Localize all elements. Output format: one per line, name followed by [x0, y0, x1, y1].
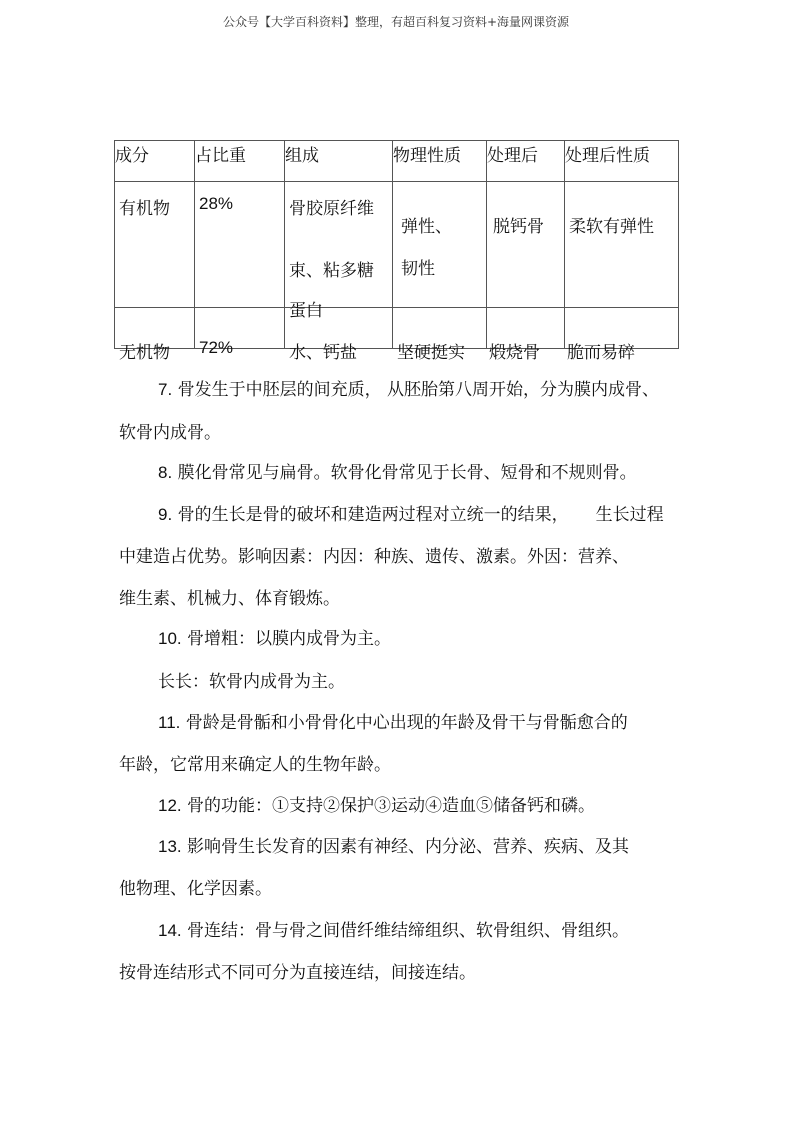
composition-line: 束、粘多糖	[289, 261, 374, 281]
table-row	[115, 308, 679, 349]
paragraph-text: 影响骨生长发育的因素有神经、内分泌、营养、疾病、及其	[187, 837, 630, 857]
physical-line: 弹性、	[401, 217, 452, 237]
paragraph-line	[158, 920, 629, 942]
paragraph-line: 维生素、机械力、体育锻炼。	[119, 589, 340, 609]
paragraph-text: 骨连结：骨与骨之间借纤维结缔组织、软骨组织、骨组织。	[187, 921, 630, 941]
table-header-cell: 处理后性质	[565, 141, 679, 182]
paragraph-line: 按骨连结形式不同可分为直接连结，间接连结。	[119, 963, 476, 983]
composition-line: 蛋白	[289, 301, 323, 321]
paragraph-text: 骨龄是骨骺和小骨骨化中心出现的年龄及骨干与骨骺愈合的	[185, 713, 628, 733]
item-number: 13.	[158, 837, 182, 856]
component-name: 无机物	[119, 343, 170, 363]
table-header-cell: 成分	[115, 141, 195, 182]
item-number: 11.	[158, 713, 181, 732]
physical-property: 坚硬挺实	[397, 343, 465, 363]
table-cell	[487, 308, 565, 363]
item-number: 10.	[158, 629, 182, 648]
paragraph-text: 骨的生长是骨的破坏和建造两过程对立统一的结果， 生长过程	[177, 505, 664, 525]
paragraph-line	[158, 795, 595, 817]
page-header: 公众号【大学百科资料】整理，有超百科复习资料+海量网课资源	[222, 15, 570, 29]
after-treatment: 柔软有弹性	[569, 217, 654, 237]
composition: 水、钙盐	[289, 343, 357, 363]
treatment: 煅烧骨	[489, 343, 540, 363]
paragraph-line: 长长：软骨内成骨为主。	[158, 672, 345, 692]
paragraph-text: 骨的功能：①支持②保护③运动④造血⑤储备钙和磷。	[187, 796, 596, 816]
table-cell	[565, 182, 679, 308]
paragraph-line	[158, 379, 659, 401]
paragraph-line: 软骨内成骨。	[119, 423, 221, 443]
paragraph-line: 他物理、化学因素。	[119, 879, 272, 899]
table-cell	[565, 308, 679, 363]
table-header-row	[115, 141, 679, 182]
table-row	[115, 182, 679, 308]
table-cell	[285, 308, 393, 363]
item-number: 9.	[158, 505, 173, 524]
paragraph-text: 膜化骨常见与扁骨。软骨化骨常见于长骨、短骨和不规则骨。	[177, 463, 637, 483]
paragraph-line	[158, 504, 664, 526]
table-cell	[285, 182, 393, 321]
item-number: 14.	[158, 921, 182, 940]
component-percent: 28%	[199, 194, 234, 213]
paragraph-text: 骨增粗：以膜内成骨为主。	[187, 629, 392, 649]
paragraph-line: 中建造占优势。影响因素：内因：种族、遗传、激素。外因：营养、	[119, 547, 629, 567]
paragraph-line	[158, 462, 637, 484]
treatment: 脱钙骨	[493, 217, 544, 237]
table-header-cell: 处理后	[487, 141, 565, 182]
table-header-cell: 占比重	[195, 141, 285, 182]
physical-line: 韧性	[401, 259, 435, 279]
table-cell	[195, 182, 285, 308]
table-cell	[115, 182, 195, 308]
table-cell	[393, 182, 487, 308]
table-header-cell: 物理性质	[393, 141, 487, 182]
paragraph-line	[158, 712, 628, 734]
table-cell	[115, 308, 195, 363]
paragraph-text: 骨发生于中胚层的间充质， 从胚胎第八周开始，分为膜内成骨、	[177, 380, 659, 400]
item-number: 12.	[158, 796, 182, 815]
table-cell	[487, 182, 565, 308]
component-name: 有机物	[119, 199, 170, 219]
item-number: 8.	[158, 463, 173, 482]
paragraph-line: 年龄，它常用来确定人的生物年龄。	[119, 755, 391, 775]
table-cell	[393, 308, 487, 363]
table-header-cell: 组成	[285, 141, 393, 182]
paragraph-line	[158, 836, 629, 858]
paragraph-line	[158, 628, 391, 650]
table-cell	[195, 308, 285, 357]
component-percent: 72%	[199, 338, 234, 357]
after-treatment: 脆而易碎	[567, 343, 635, 363]
item-number: 7.	[158, 380, 173, 399]
composition-line: 骨胶原纤维	[289, 199, 374, 219]
composition-table	[114, 140, 679, 363]
